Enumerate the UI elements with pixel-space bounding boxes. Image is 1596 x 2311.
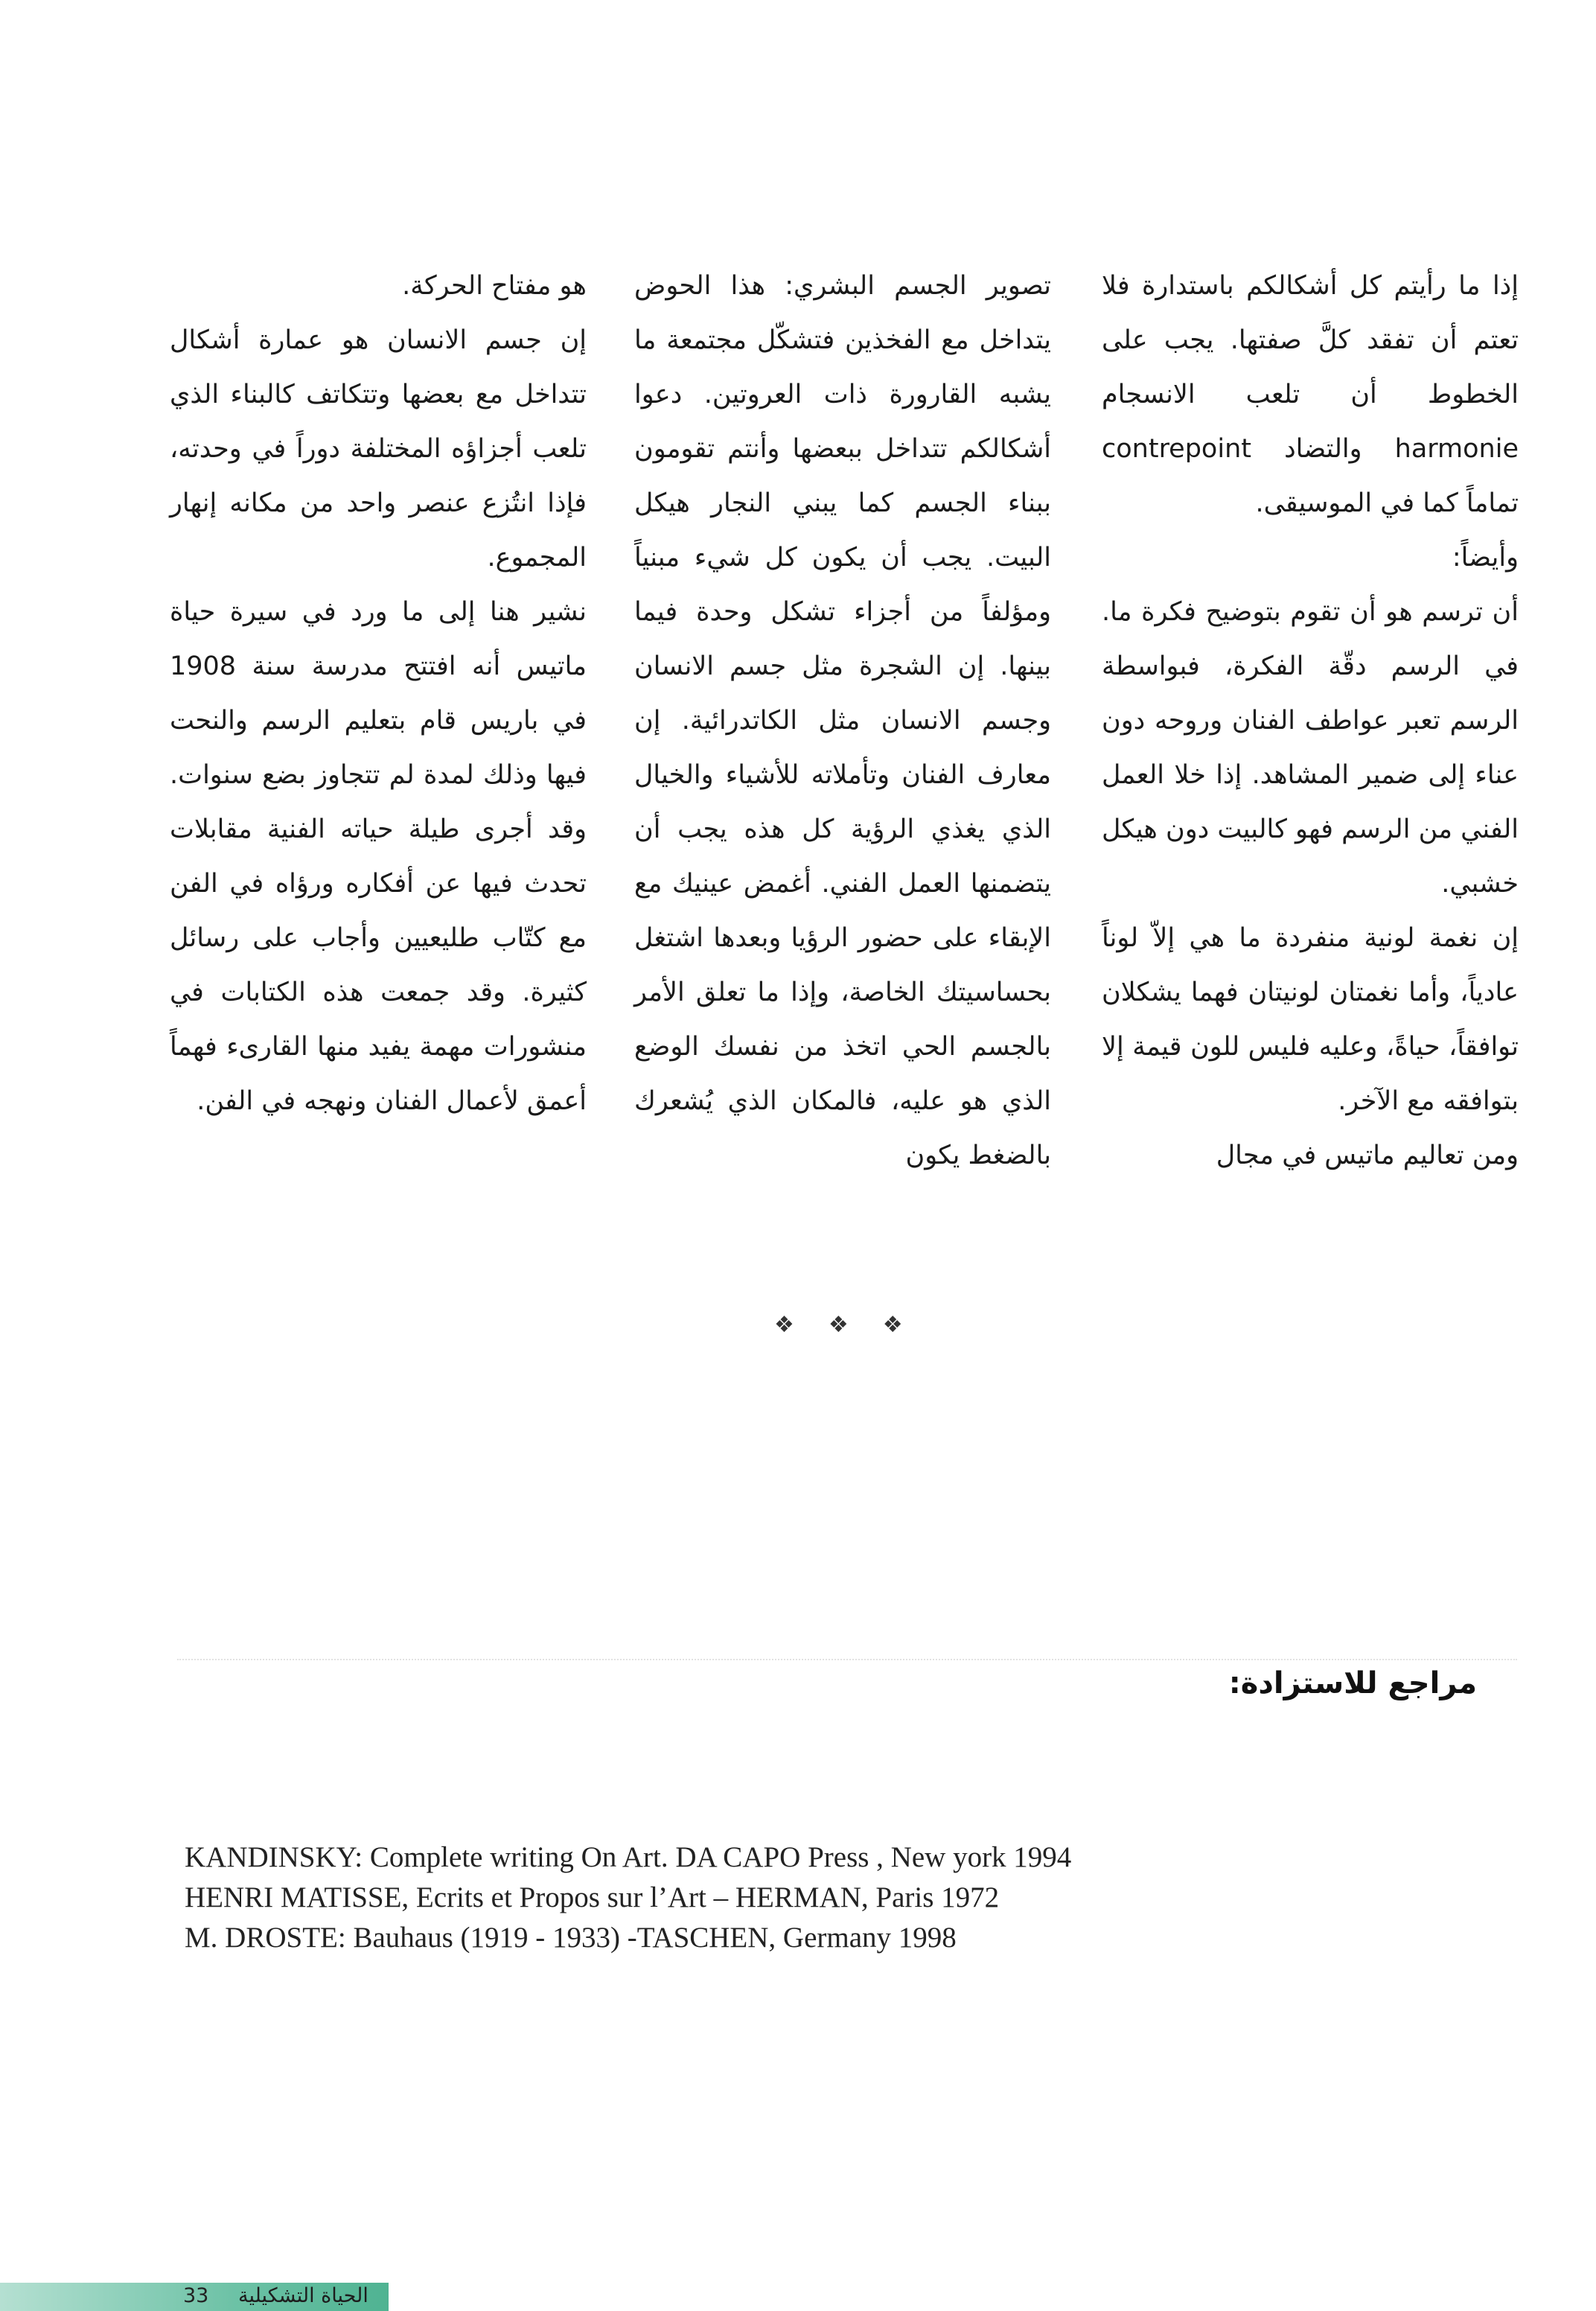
paragraph: تصوير الجسم البشري: هذا الحوض يتداخل مع الفخذين فتشكّل مجتمعة ما يشبه القارورة ذات العروتين. دعوا أشكالكم تتداخل ببعضها وأنتم تقومون ببناء الجسم كما يبني النجار هيكل البيت. يجب أن يكون كل شيء مبنياً ومؤلفاً من أجزاء تشكل وحدة فيما بينها. إن الشجرة مثل جسم الانسان وجسم الانسان مثل الكاتدرائية. إن معارف الفنان وتأملاته للأشياء والخيال الذي يغذي الرؤية كل هذه يجب أن يتضمنها العمل الفني. أغمض عينيك مع الإبقاء على حضور الرؤيا وبعدها اشتغل بحساسيتك الخاصة، وإذا ما تعلق الأمر بالجسم الحي اتخذ من نفسك الوضع الذي هو عليه، فالمكان الذي يُشعرك بالضغط يكون	[634, 271, 1051, 1170]
paragraph: أن ترسم هو أن تقوم بتوضيح فكرة ما. في الرسم دقّة الفكرة، فبواسطة الرسم تعبر عواطف الفنان وروحه دون عناء إلى ضمير المشاهد. إذا خلا العمل الفني من الرسم فهو كالبيت دون هيكل خشبي.	[1102, 597, 1519, 899]
paragraph: نشير هنا إلى ما ورد في سيرة حياة ماتيس أنه افتتح مدرسة سنة 1908 في باريس قام بتعليم الرسم والنحت فيها وذلك لمدة لم تتجاوز بضع سنوات. وقد أجرى طيلة حياته الفنية مقابلات تحدث فيها عن أفكاره ورؤاه في الفن مع كتّاب طليعيين وأجاب على رسائل كثيرة. وقد جمعت هذه الكتابات في منشورات مهمة يفيد منها القارىء فهماً أعمق لأعمال الفنان ونهجه في الفن.	[170, 597, 587, 1116]
paragraph: هو مفتاح الحركة.	[402, 271, 587, 301]
page-number: 33	[183, 2284, 209, 2307]
reference-item: M. DROSTE: Bauhaus (1919 - 1933) -TASCHEN, Germany 1998	[185, 1922, 957, 1954]
paragraph: إن جسم الانسان هو عمارة أشكال تتداخل مع بعضها وتتكاتف كالبناء الذي تلعب أجزاؤه المختلفة دوراً في وحدته، فإذا انتُزع عنصر واحد من مكانه إنهار المجموع.	[170, 325, 587, 573]
article-column-right	[1102, 259, 1519, 1183]
paragraph: ومن تعاليم ماتيس في مجال	[1216, 1141, 1519, 1170]
reference-item: HENRI MATISSE, Ecrits et Propos sur l’Art – HERMAN, Paris 1972	[185, 1881, 1000, 1913]
references-list	[185, 1837, 1071, 1958]
paragraph: إذا ما رأيتم كل أشكالكم باستدارة فلا تعتم أن تفقد كلَّ صفتها. يجب على الخطوط أن تلعب الانسجام harmonie والتضاد contrepoint تماماً كما في الموسيقى.	[1102, 271, 1519, 518]
references-heading: مراجع للاستزادة:	[1228, 1666, 1477, 1700]
reference-item: KANDINSKY: Complete writing On Art. DA CAPO Press , New york 1994	[185, 1841, 1072, 1873]
section-divider	[177, 1659, 1517, 1660]
article-column-middle	[634, 259, 1051, 1183]
paragraph: إن نغمة لونية منفردة ما هي إلاّ لوناً عادياً، وأما نغمتان لونيتان فهما يشكلان توافقاً، حياةً، وعليه فليس للون قيمة إلا بتوافقه مع الآخر.	[1102, 923, 1519, 1116]
section-ornament: ❖❖❖	[774, 1312, 937, 1338]
paragraph: وأيضاً:	[1452, 543, 1519, 573]
magazine-title: الحياة التشكيلية	[238, 2284, 368, 2307]
article-column-left	[170, 259, 587, 1129]
